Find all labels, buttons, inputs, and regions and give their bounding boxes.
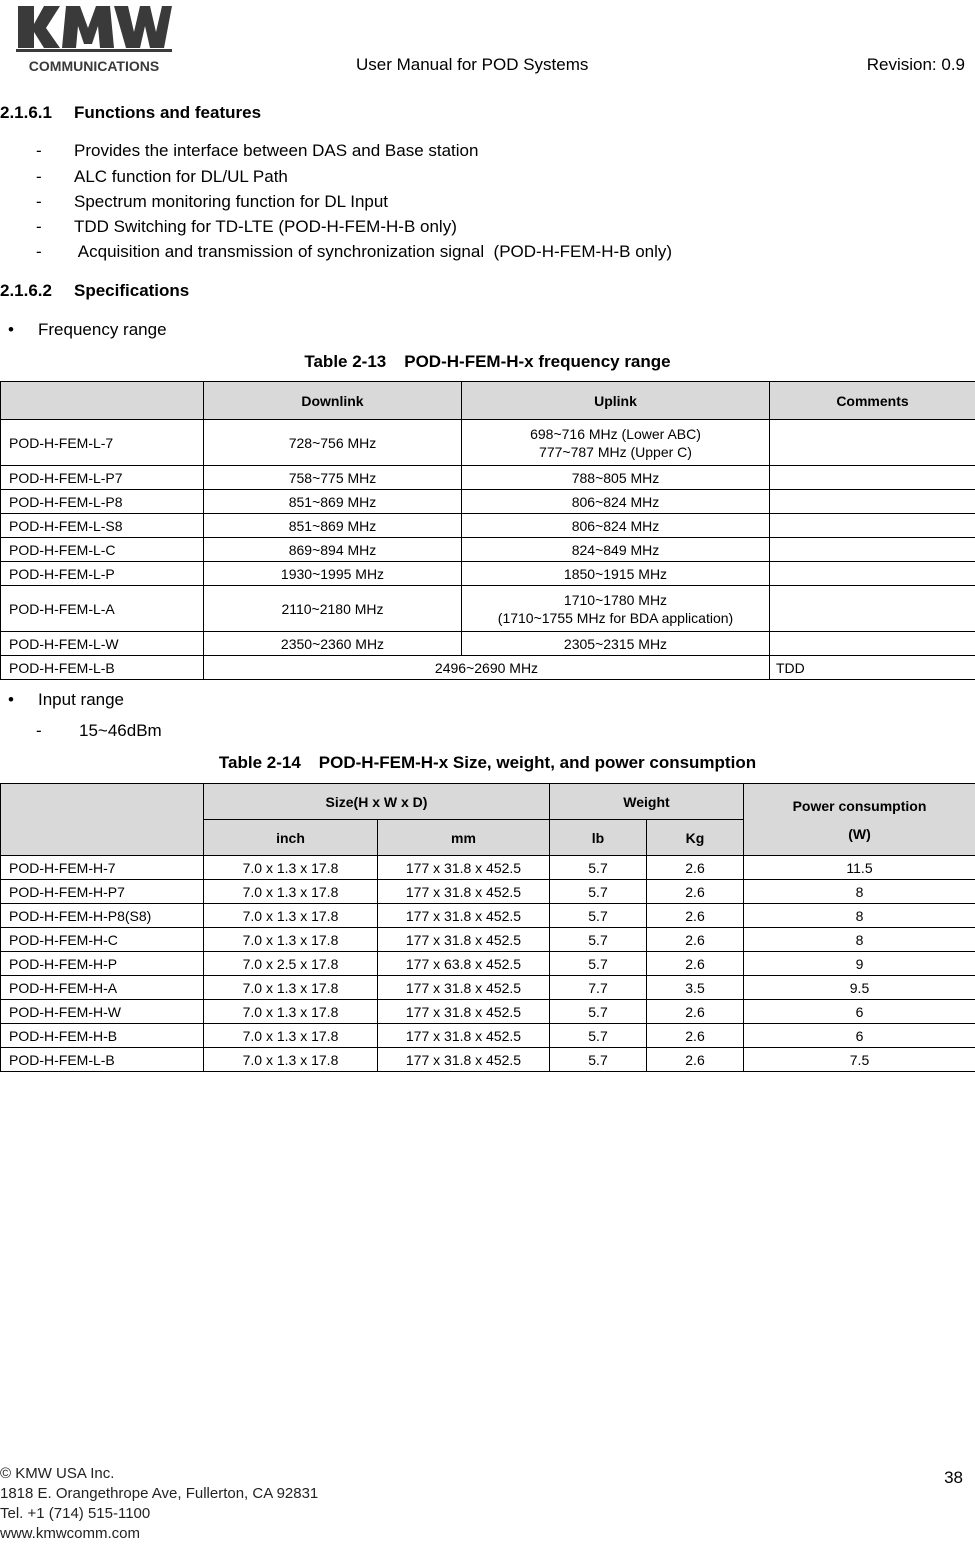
table-caption-frequency [0,352,975,372]
list-item-text: TDD Switching for TD-LTE (POD-H-FEM-H-B only) [74,217,457,236]
uplink-value: 2305~2315 MHz [462,632,770,656]
list-item-text: Acquisition and transmission of synchronization signal (POD-H-FEM-H-B only) [74,242,672,261]
table-row [1,880,975,904]
header-power [744,784,975,856]
uplink-line: 777~787 MHz (Upper C) [468,443,763,461]
svg-text:COMMUNICATIONS: COMMUNICATIONS [29,58,159,74]
weight-lb-value: 5.7 [550,1000,647,1024]
header-power-line: Power consumption [750,792,969,820]
uplink-value: 788~805 MHz [462,466,770,490]
table-row [1,538,975,562]
list-item-text: Spectrum monitoring function for DL Input [74,192,388,211]
size-mm-value: 177 x 31.8 x 452.5 [378,880,550,904]
downlink-value: 2350~2360 MHz [204,632,462,656]
table-row [1,656,975,680]
downlink-value: 728~756 MHz [204,420,462,466]
uplink-line: 1710~1780 MHz [468,591,763,609]
header-inch: inch [204,820,378,856]
weight-lb-value: 5.7 [550,928,647,952]
section-number: 2.1.6.1 [0,103,74,123]
power-value: 8 [744,904,975,928]
model-name: POD-H-FEM-H-W [1,1000,204,1024]
section-title: Specifications [74,281,189,300]
section-number: 2.1.6.2 [0,281,74,301]
list-item-text: ALC function for DL/UL Path [74,167,288,186]
downlink-value: 758~775 MHz [204,466,462,490]
header-mm: mm [378,820,550,856]
model-name: POD-H-FEM-L-S8 [1,514,204,538]
table-row [1,420,975,466]
bullet-text: Input range [38,690,124,709]
downlink-value: 869~894 MHz [204,538,462,562]
table-row [1,856,975,880]
footer-phone: Tel. +1 (714) 515-1100 [0,1504,318,1524]
list-item-text: Provides the interface between DAS and Base station [74,141,478,160]
size-mm-value: 177 x 31.8 x 452.5 [378,856,550,880]
section-heading-functions [0,103,261,123]
bullet-text: Frequency range [38,320,167,339]
uplink-value: 806~824 MHz [462,490,770,514]
model-name: POD-H-FEM-H-A [1,976,204,1000]
power-value: 8 [744,928,975,952]
header-weight: Weight [550,784,744,820]
frequency-value: 2496~2690 MHz [204,656,770,680]
bullet-frequency-range: • Frequency range [0,320,167,340]
uplink-value: 806~824 MHz [462,514,770,538]
header-kg: Kg [647,820,744,856]
table-row [1,586,975,632]
model-name: POD-H-FEM-H-B [1,1024,204,1048]
table-header-row [1,382,975,420]
model-name: POD-H-FEM-L-W [1,632,204,656]
weight-lb-value: 5.7 [550,1048,647,1072]
table-row [1,904,975,928]
size-mm-value: 177 x 31.8 x 452.5 [378,1000,550,1024]
weight-lb-value: 5.7 [550,904,647,928]
bullet-input-range: • Input range [0,690,124,710]
model-name: POD-H-FEM-L-P8 [1,490,204,514]
size-weight-power-table [0,783,975,1072]
weight-kg-value: 2.6 [647,1024,744,1048]
header-blank [1,382,204,420]
table-title: POD-H-FEM-H-x frequency range [404,352,670,371]
model-name: POD-H-FEM-L-B [1,1048,204,1072]
weight-lb-value: 7.7 [550,976,647,1000]
uplink-value [462,586,770,632]
uplink-value: 824~849 MHz [462,538,770,562]
section-title: Functions and features [74,103,261,122]
size-inch-value: 7.0 x 2.5 x 17.8 [204,952,378,976]
downlink-value: 851~869 MHz [204,490,462,514]
page-footer [0,1464,318,1544]
weight-lb-value: 5.7 [550,856,647,880]
size-inch-value: 7.0 x 1.3 x 17.8 [204,1000,378,1024]
table-row [1,1048,975,1072]
weight-lb-value: 5.7 [550,952,647,976]
size-mm-value: 177 x 31.8 x 452.5 [378,928,550,952]
model-name: POD-H-FEM-H-P8(S8) [1,904,204,928]
downlink-value: 851~869 MHz [204,514,462,538]
header-downlink: Downlink [204,382,462,420]
header-uplink: Uplink [462,382,770,420]
model-name: POD-H-FEM-H-7 [1,856,204,880]
model-name: POD-H-FEM-L-7 [1,420,204,466]
table-header-row [1,784,975,820]
list-item: - Acquisition and transmission of synchronization signal (POD-H-FEM-H-B only) [36,242,672,262]
downlink-value: 2110~2180 MHz [204,586,462,632]
page-number: 38 [944,1468,963,1488]
section-heading-specifications [0,281,189,301]
header-size: Size(H x W x D) [204,784,550,820]
weight-kg-value: 2.6 [647,856,744,880]
power-value: 6 [744,1000,975,1024]
table-number: Table 2-14 [219,753,301,772]
size-inch-value: 7.0 x 1.3 x 17.8 [204,904,378,928]
model-name: POD-H-FEM-H-P [1,952,204,976]
size-mm-value: 177 x 31.8 x 452.5 [378,976,550,1000]
size-mm-value: 177 x 31.8 x 452.5 [378,1048,550,1072]
table-row [1,952,975,976]
power-value: 9 [744,952,975,976]
revision-label: Revision: 0.9 [867,55,965,75]
comments-value [770,420,975,466]
table-row [1,562,975,586]
comments-value: TDD [770,656,975,680]
uplink-line: 698~716 MHz (Lower ABC) [468,425,763,443]
size-inch-value: 7.0 x 1.3 x 17.8 [204,1024,378,1048]
power-value: 8 [744,880,975,904]
header-power-line: (W) [750,820,969,848]
size-mm-value: 177 x 63.8 x 452.5 [378,952,550,976]
size-inch-value: 7.0 x 1.3 x 17.8 [204,856,378,880]
model-name: POD-H-FEM-L-C [1,538,204,562]
power-value: 11.5 [744,856,975,880]
weight-lb-value: 5.7 [550,1024,647,1048]
list-item: - Provides the interface between DAS and Base station [36,141,478,161]
table-number: Table 2-13 [304,352,386,371]
uplink-line: (1710~1755 MHz for BDA application) [468,609,763,627]
uplink-value [462,420,770,466]
list-item: - ALC function for DL/UL Path [36,167,288,187]
table-caption-size [0,753,975,773]
footer-address: 1818 E. Orangethrope Ave, Fullerton, CA 92831 [0,1484,318,1504]
weight-kg-value: 2.6 [647,928,744,952]
model-name: POD-H-FEM-L-A [1,586,204,632]
model-name: POD-H-FEM-L-P [1,562,204,586]
input-range-value: - 15~46dBm [36,721,162,741]
comments-value [770,562,975,586]
comments-value [770,586,975,632]
model-name: POD-H-FEM-L-B [1,656,204,680]
header-lb: lb [550,820,647,856]
power-value: 9.5 [744,976,975,1000]
footer-website: www.kmwcomm.com [0,1524,318,1544]
list-item-text: 15~46dBm [79,721,162,740]
power-value: 6 [744,1024,975,1048]
comments-value [770,514,975,538]
comments-value [770,490,975,514]
table-row [1,514,975,538]
size-inch-value: 7.0 x 1.3 x 17.8 [204,1048,378,1072]
weight-kg-value: 2.6 [647,1000,744,1024]
comments-value [770,632,975,656]
size-inch-value: 7.0 x 1.3 x 17.8 [204,880,378,904]
table-title: POD-H-FEM-H-x Size, weight, and power consumption [319,753,756,772]
table-row [1,490,975,514]
list-item: - Spectrum monitoring function for DL Input [36,192,388,212]
table-row [1,928,975,952]
size-inch-value: 7.0 x 1.3 x 17.8 [204,976,378,1000]
model-name: POD-H-FEM-H-C [1,928,204,952]
comments-value [770,538,975,562]
document-title: User Manual for POD Systems [356,55,588,75]
table-row [1,976,975,1000]
weight-kg-value: 2.6 [647,952,744,976]
header-blank [1,784,204,856]
weight-lb-value: 5.7 [550,880,647,904]
size-mm-value: 177 x 31.8 x 452.5 [378,904,550,928]
weight-kg-value: 3.5 [647,976,744,1000]
size-table-body [1,856,975,1072]
model-name: POD-H-FEM-H-P7 [1,880,204,904]
table-row [1,466,975,490]
table-row [1,632,975,656]
weight-kg-value: 2.6 [647,1048,744,1072]
model-name: POD-H-FEM-L-P7 [1,466,204,490]
power-value: 7.5 [744,1048,975,1072]
table-row [1,1000,975,1024]
frequency-range-table [0,381,975,680]
kmw-logo [16,2,172,78]
downlink-value: 1930~1995 MHz [204,562,462,586]
footer-copyright: © KMW USA Inc. [0,1464,318,1484]
size-mm-value: 177 x 31.8 x 452.5 [378,1024,550,1048]
size-inch-value: 7.0 x 1.3 x 17.8 [204,928,378,952]
comments-value [770,466,975,490]
weight-kg-value: 2.6 [647,880,744,904]
list-item: - TDD Switching for TD-LTE (POD-H-FEM-H-B only) [36,217,457,237]
page-header [0,0,975,82]
weight-kg-value: 2.6 [647,904,744,928]
header-comments: Comments [770,382,975,420]
uplink-value: 1850~1915 MHz [462,562,770,586]
table-row [1,1024,975,1048]
